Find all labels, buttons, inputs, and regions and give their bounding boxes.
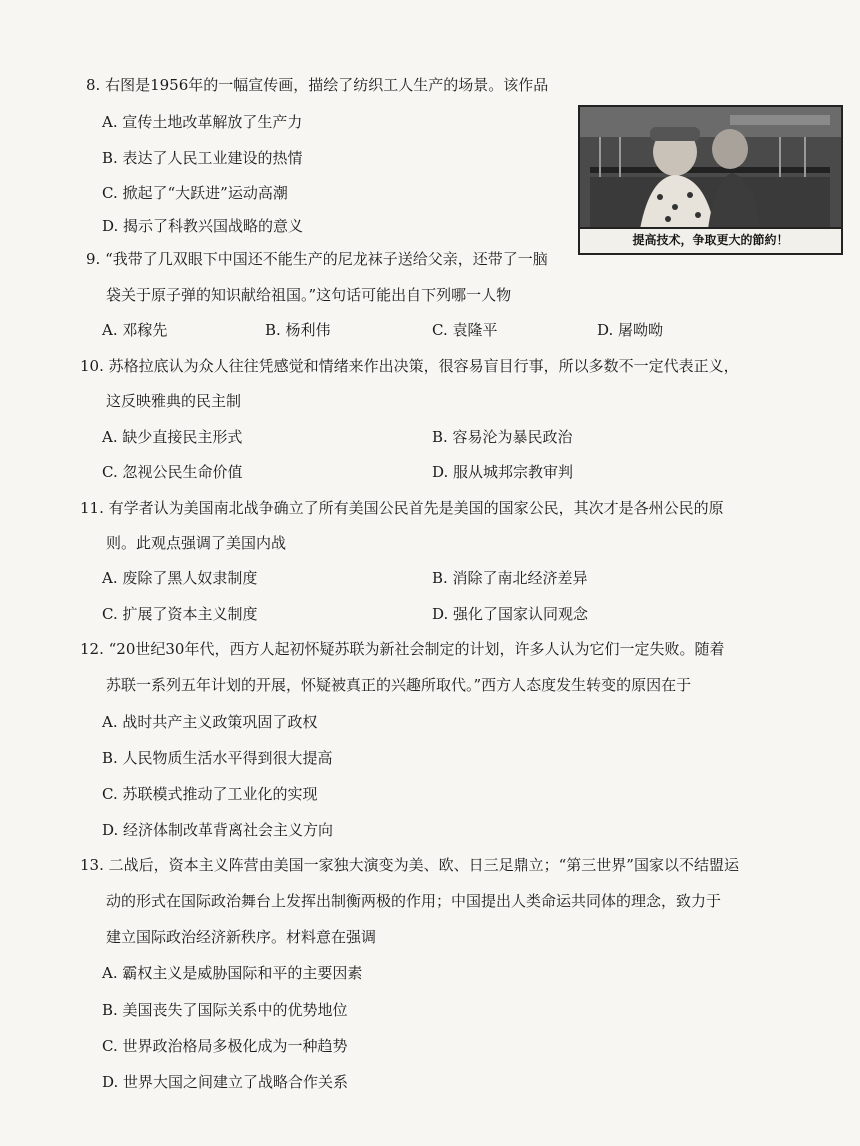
- question-9-option-c: C. 袁隆平: [432, 321, 498, 339]
- question-12-stem-line-1: 12. “20世纪30年代，西方人起初怀疑苏联为新社会制定的计划，许多人认为它们一定失败。随着: [80, 640, 725, 658]
- question-13-option-c: C. 世界政治格局多极化成为一种趋势: [102, 1037, 348, 1055]
- question-9-option-d: D. 屠呦呦: [597, 321, 664, 339]
- question-11-stem-line-1: 11. 有学者认为美国南北战争确立了所有美国公民首先是美国的国家公民，其次才是各州公民的原: [80, 499, 724, 517]
- question-8-option-b: B. 表达了人民工业建设的热情: [102, 149, 303, 167]
- question-10-option-b: B. 容易沦为暴民政治: [432, 428, 573, 446]
- question-10-stem-line-2: 这反映雅典的民主制: [106, 392, 242, 410]
- question-13-option-b: B. 美国丧失了国际关系中的优势地位: [102, 1001, 348, 1019]
- question-9-stem-line-1: 9. “我带了几双眼下中国还不能生产的尼龙袜子送给父亲，还带了一脑: [86, 250, 548, 268]
- question-12-option-d: D. 经济体制改革背离社会主义方向: [102, 821, 334, 839]
- question-10-option-a: A. 缺少直接民主形式: [102, 428, 243, 446]
- question-13-stem-line-2: 动的形式在国际政治舞台上发挥出制衡两极的作用；中国提出人类命运共同体的理念，致力于: [106, 892, 722, 910]
- question-13-option-a: A. 霸权主义是威胁国际和平的主要因素: [102, 964, 363, 982]
- question-11-stem-line-2: 则。此观点强调了美国内战: [106, 534, 287, 552]
- question-13-stem-line-3: 建立国际政治经济新秩序。材料意在强调: [106, 928, 377, 946]
- question-9-option-b: B. 杨利伟: [265, 321, 331, 339]
- question-11-option-b: B. 消除了南北经济差异: [432, 569, 588, 587]
- question-10-option-c: C. 忽视公民生命价值: [102, 463, 243, 481]
- question-8-stem-line-1: 8. 右图是1956年的一幅宣传画，描绘了纺织工人生产的场景。该作品: [86, 76, 549, 94]
- question-12-option-a: A. 战时共产主义政策巩固了政权: [102, 713, 318, 731]
- question-10-option-d: D. 服从城邦宗教审判: [432, 463, 574, 481]
- question-11-option-d: D. 强化了国家认同观念: [432, 605, 589, 623]
- question-8-option-d: D. 揭示了科教兴国战略的意义: [102, 217, 304, 235]
- question-11-option-c: C. 扩展了资本主义制度: [102, 605, 258, 623]
- poster-illustration: [580, 107, 841, 229]
- question-12-option-b: B. 人民物质生活水平得到很大提高: [102, 749, 333, 767]
- propaganda-poster-image: [578, 105, 843, 255]
- question-10-stem-line-1: 10. 苏格拉底认为众人往往凭感觉和情绪来作出决策，很容易盲目行事，所以多数不一定代表正义，: [80, 357, 739, 375]
- question-8-option-c: C. 掀起了“大跃进”运动高潮: [102, 184, 288, 202]
- question-9-option-a: A. 邓稼先: [102, 321, 168, 339]
- question-13-option-d: D. 世界大国之间建立了战略合作关系: [102, 1073, 349, 1091]
- question-13-stem-line-1: 13. 二战后，资本主义阵营由美国一家独大演变为美、欧、日三足鼎立；“第三世界”国家以不结盟运: [80, 856, 739, 874]
- question-9-stem-line-2: 袋关于原子弹的知识献给祖国。”这句话可能出自下列哪一人物: [106, 286, 512, 304]
- question-8-option-a: A. 宣传土地改革解放了生产力: [102, 113, 303, 131]
- poster-caption: 提高技术，争取更大的節約！: [580, 227, 841, 253]
- question-11-option-a: A. 废除了黑人奴隶制度: [102, 569, 258, 587]
- question-12-option-c: C. 苏联模式推动了工业化的实现: [102, 785, 318, 803]
- question-12-stem-line-2: 苏联一系列五年计划的开展，怀疑被真正的兴趣所取代。”西方人态度发生转变的原因在于: [106, 676, 692, 694]
